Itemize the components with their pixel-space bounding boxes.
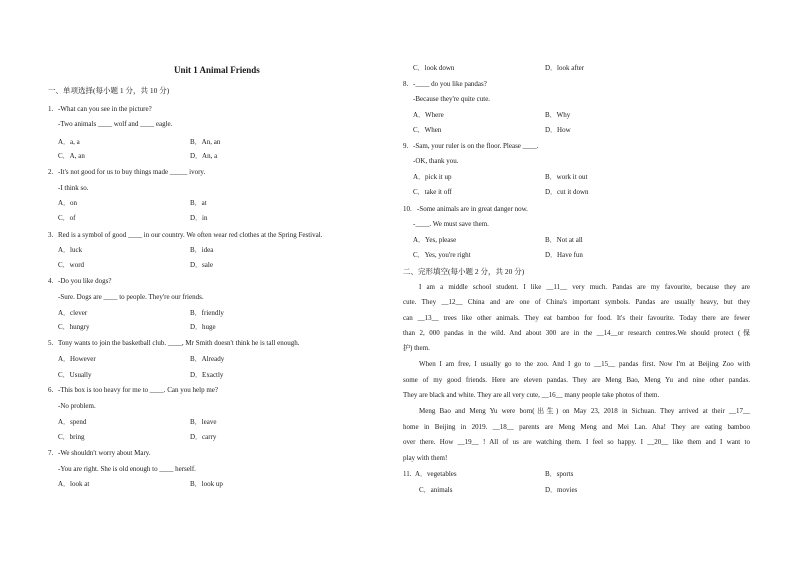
option-b: B．at (190, 199, 207, 207)
section-heading-1: 一、单项选择(每小题 1 分，共 10 分) (48, 86, 170, 95)
option-c: C．look down (413, 64, 455, 72)
question-stem: -Sam, your ruler is on the floor. Please ____. (413, 142, 539, 150)
option-d: D．carry (190, 433, 217, 441)
question-stem-line2: -Two animals ____ wolf and ____ eagle. (58, 120, 173, 128)
question-stem-line2: -No problem. (58, 402, 96, 410)
question-number: 10. (403, 205, 412, 213)
question-number: 5. (48, 339, 54, 347)
option-c: C．hungry (58, 323, 90, 331)
question-stem-line2: -You are right. She is old enough to ____ herself. (58, 465, 196, 473)
question-number: 9. (403, 142, 409, 150)
option-d: D．cut it down (545, 188, 589, 196)
option-a: A．a, a (58, 138, 80, 146)
option-b: B．sports (545, 470, 574, 478)
passage-line: cute. They __12__ China and are one of China's important symbols. Pandas are usually heavy, but they (403, 298, 750, 306)
question-stem: -It's not good for us to buy things made _____ ivory. (58, 168, 206, 176)
option-a: A．on (58, 199, 78, 207)
passage-line: than 2, 000 pandas in the wild. And about 300 are in the __14__or research centres.We should protect (保 (403, 329, 750, 337)
question-stem: Tony wants to join the basketball club. ____, Mr Smith doesn't think he is tall enough. (58, 339, 300, 347)
option-c: C．When (413, 126, 442, 134)
passage-line: can __13__ trees like other animals. They eat bamboo for food. It's their favourite. Today there are fewer (403, 314, 750, 322)
passage-line: They are black and white. They are all very cute, __16__ many people take photos of them. (403, 391, 660, 399)
question-number: 2. (48, 168, 54, 176)
option-d: D．An, a (190, 152, 218, 160)
option-b: B．work it out (545, 173, 588, 181)
option-c: C．Yes, you're right (413, 251, 471, 259)
option-b: B．leave (190, 418, 217, 426)
passage-line: 护) them. (403, 344, 430, 352)
question-number: 11. (403, 470, 412, 478)
option-d: D．in (190, 214, 208, 222)
option-a: A．look at (58, 480, 90, 488)
question-number: 1. (48, 105, 54, 113)
option-a: A．Where (413, 111, 444, 119)
question-number: 7. (48, 449, 54, 457)
option-c: C．of (58, 214, 76, 222)
passage-line: Meng Bao and Meng Yu were born(出生) on May 23, 2018 in Sichuan. They arrived at their __17__ (419, 407, 750, 415)
option-a: A．luck (58, 246, 83, 254)
option-c: C．bring (58, 433, 85, 441)
passage-line: When I am free, I usually go to the zoo. And I go to __15__ pandas first. Now I'm at Beijing Zoo with (419, 360, 750, 368)
option-a: A．vegetables (415, 470, 457, 478)
passage-line: play with them! (403, 454, 448, 462)
option-b: B．Not at all (545, 236, 583, 244)
question-stem: -We shouldn't worry about Mary. (58, 449, 151, 457)
option-a: A．Yes, please (413, 236, 457, 244)
option-d: D．huge (190, 323, 216, 331)
passage-line: home in Beijing in 2019. __18__ parents are Meng Meng and Mei Lan. Aha! They are eating bamboo (403, 423, 750, 431)
option-d: D．Exactly (190, 371, 224, 379)
option-b: B．An, an (190, 138, 221, 146)
option-d: D．look after (545, 64, 585, 72)
question-stem-line2: -OK, thank you. (413, 157, 459, 165)
option-c: C．animals (419, 486, 453, 494)
question-stem: -What can you see in the picture? (58, 105, 152, 113)
question-stem: -Do you like dogs? (58, 277, 112, 285)
option-c: C．take it off (413, 188, 452, 196)
option-b: B．Already (190, 355, 225, 363)
option-c: C．A, an (58, 152, 85, 160)
passage-line: I am a middle school student. I like __11__ very much. Pandas are my favourite, because they are (419, 283, 750, 291)
option-d: D．Have fun (545, 251, 583, 259)
option-a: A．spend (58, 418, 87, 426)
question-stem-line2: -Because they're quite cute. (413, 95, 491, 103)
section-heading-2: 二、完形填空(每小题 2 分，共 20 分) (403, 267, 525, 276)
question-stem-line2: -I think so. (58, 184, 89, 192)
option-d: D．How (545, 126, 571, 134)
option-a: A．However (58, 355, 96, 363)
option-b: B．friendly (190, 309, 224, 317)
option-b: B．look up (190, 480, 223, 488)
question-stem-line2: -____. We must save them. (413, 220, 489, 228)
passage-line: some of my good friends. Here are eleven pandas. They are Meng Bao, Meng Yu and nine other pandas. (403, 376, 750, 384)
option-a: A．pick it up (413, 173, 452, 181)
option-c: C．Usually (58, 371, 92, 379)
question-stem: -____ do you like pandas? (413, 80, 487, 88)
question-stem: -This box is too heavy for me to ____. Can you help me? (58, 386, 218, 394)
option-b: B．idea (190, 246, 214, 254)
option-a: A．clever (58, 309, 88, 317)
question-stem: -Some animals are in great danger now. (417, 205, 528, 213)
option-d: D．movies (545, 486, 578, 494)
question-number: 6. (48, 386, 54, 394)
option-c: C．word (58, 261, 85, 269)
question-stem-line2: -Sure. Dogs are ____ to people. They're our friends. (58, 293, 204, 301)
question-number: 3. (48, 231, 54, 239)
question-number: 8. (403, 80, 409, 88)
page-title: Unit 1 Animal Friends (174, 65, 260, 75)
option-b: B．Why (545, 111, 571, 119)
passage-line: over there. How __19__ ! All of us are watching them. I feel so happy. I __20__ like them and I want to (403, 438, 750, 446)
question-number: 4. (48, 277, 54, 285)
question-stem: Red is a symbol of good ____ in our country. We often wear red clothes at the Spring Festival. (58, 231, 323, 239)
option-d: D．sale (190, 261, 213, 269)
